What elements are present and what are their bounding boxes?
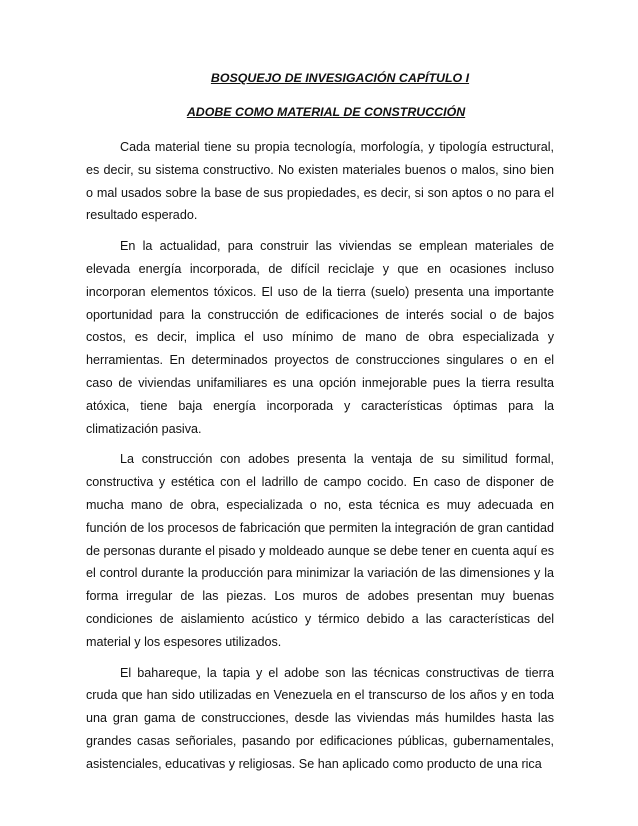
document-body (86, 136, 554, 776)
paragraph-1: Cada material tiene su propia tecnología, morfología, y tipología estructural, es decir, su sistema constructivo. No existen materiales buenos o malos, sino bien o mal usados sobre la base de sus propiedades, es decir, si son aptos o no para el resultado esperado. (86, 140, 554, 223)
document-subtitle: ADOBE COMO MATERIAL DE CONSTRUCCIÓN (186, 105, 466, 119)
paragraph-2: En la actualidad, para construir las viviendas se emplean materiales de elevada energía incorporada, de difícil reciclaje y que en ocasiones incluso incorporan elementos tóxicos. El uso de la tierra (suelo) presenta una importante oportunidad para la construcción de edificaciones de interés social o de bajos costos, es decir, implica el uso mínimo de mano de obra especializada y herramientas. En determinados proyectos de construcciones singulares o en el caso de viviendas unifamiliares es una opción inmejorable pues la tierra resulta atóxica, tiene baja energía incorporada y características óptimas para la climatización pasiva. (86, 239, 554, 436)
paragraph-4: El bahareque, la tapia y el adobe son las técnicas constructivas de tierra cruda que han sido utilizadas en Venezuela en el transcurso de los años y en toda una gran gama de construcciones, desde las viviendas más humildes hasta las grandes casas señoriales, pasando por edificaciones públicas, gubernamentales, asistenciales, educativas y religiosas. Se han aplicado como producto de una rica (86, 665, 554, 771)
paragraph-3: La construcción con adobes presenta la ventaja de su similitud formal, constructiva y estética con el ladrillo de campo cocido. En caso de disponer de mucha mano de obra, especializada o no, esta técnica es muy adecuada en función de los procesos de fabricación que permiten la integración de gran cantidad de personas durante el pisado y moldeado aunque se debe tener en cuenta aquí es el control durante la producción para minimizar la variación de las dimensiones y la forma irregular de las piezas. Los muros de adobes presentan muy buenas condiciones de aislamiento acústico y térmico debido a las características del material y los espesores utilizados. (86, 452, 554, 649)
document-title: BOSQUEJO DE INVESIGACIÓN CAPÍTULO I (210, 71, 470, 85)
